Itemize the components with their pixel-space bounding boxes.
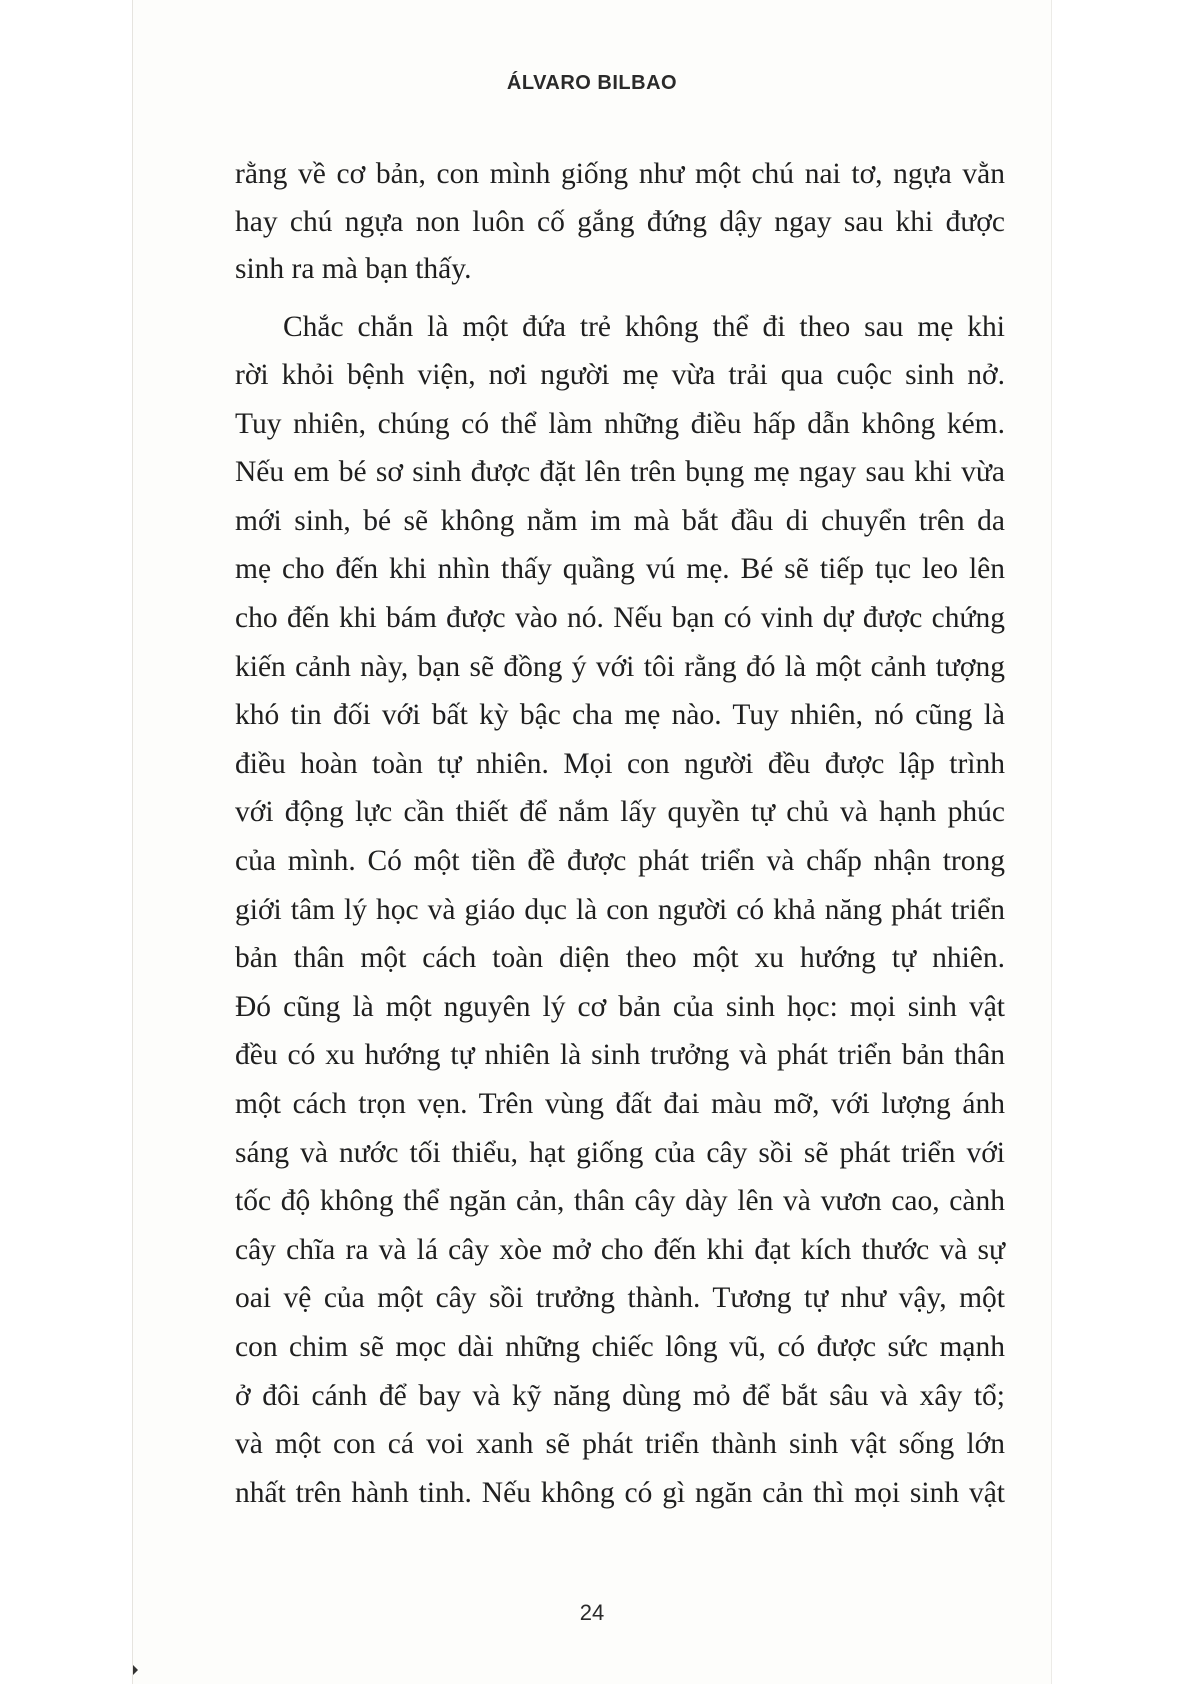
paragraph-2 <box>235 303 1005 1518</box>
text-line: oai vệ của một cây sồi trưởng thành. Tương tự như vậy, một <box>235 1282 1005 1315</box>
book-page <box>133 0 1051 1684</box>
body-text <box>235 151 1005 1517</box>
text-line: Chắc chắn là một đứa trẻ không thể đi theo sau mẹ khi <box>283 310 1005 343</box>
text-line: hay chú ngựa non luôn cố gắng đứng dậy ngay sau khi được <box>235 205 1005 238</box>
text-line: sáng và nước tối thiểu, hạt giống của cây sồi sẽ phát triển với <box>235 1136 1005 1169</box>
text-line: nhất trên hành tinh. Nếu không có gì ngăn cản thì mọi sinh vật <box>235 1476 1005 1509</box>
paragraph-1 <box>235 151 1005 294</box>
text-line: với động lực cần thiết để nắm lấy quyền tự chủ và hạnh phúc <box>235 796 1005 829</box>
text-line: bản thân một cách toàn diện theo một xu hướng tự nhiên. <box>235 942 1005 975</box>
text-line: điều hoàn toàn tự nhiên. Mọi con người đều được lập trình <box>235 747 1005 780</box>
text-line: đều có xu hướng tự nhiên là sinh trưởng và phát triển bản thân <box>235 1039 1005 1072</box>
text-line: ở đôi cánh để bay và kỹ năng dùng mỏ để bắt sâu và xây tổ; <box>235 1379 1005 1412</box>
text-line: giới tâm lý học và giáo dục là con người có khả năng phát triển <box>235 893 1005 926</box>
text-line: rằng về cơ bản, con mình giống như một chú nai tơ, ngựa vằn <box>235 158 1005 190</box>
page-number: 24 <box>579 1600 605 1625</box>
text-line: mẹ cho đến khi nhìn thấy quầng vú mẹ. Bé sẽ tiếp tục leo lên <box>235 553 1005 586</box>
text-line: cây chĩa ra và lá cây xòe mở cho đến khi đạt kích thước và sự <box>235 1233 1005 1266</box>
text-line: kiến cảnh này, bạn sẽ đồng ý với tôi rằng đó là một cảnh tượng <box>235 650 1005 683</box>
text-line: và một con cá voi xanh sẽ phát triển thành sinh vật sống lớn <box>235 1428 1005 1461</box>
crop-mark-icon <box>133 1665 138 1675</box>
running-header-author: ÁLVARO BILBAO <box>506 72 678 94</box>
text-line: rời khỏi bệnh viện, nơi người mẹ vừa trải qua cuộc sinh nở. <box>235 359 1005 392</box>
text-line: Nếu em bé sơ sinh được đặt lên trên bụng mẹ ngay sau khi vừa <box>235 456 1005 489</box>
text-line: Tuy nhiên, chúng có thể làm những điều hấp dẫn không kém. <box>235 407 1005 440</box>
text-line: tốc độ không thể ngăn cản, thân cây dày lên và vươn cao, cành <box>235 1185 1005 1218</box>
text-line: cho đến khi bám được vào nó. Nếu bạn có vinh dự được chứng <box>235 602 1005 635</box>
text-line: con chim sẽ mọc dài những chiếc lông vũ, có được sức mạnh <box>235 1330 1005 1363</box>
text-line: sinh ra mà bạn thấy. <box>235 253 472 285</box>
text-line: mới sinh, bé sẽ không nằm im mà bắt đầu di chuyển trên da <box>235 504 1005 537</box>
text-line: một cách trọn vẹn. Trên vùng đất đai màu mỡ, với lượng ánh <box>235 1088 1005 1120</box>
text-line: khó tin đối với bất kỳ bậc cha mẹ nào. Tuy nhiên, nó cũng là <box>235 699 1005 732</box>
text-line: của mình. Có một tiền đề được phát triển và chấp nhận trong <box>235 845 1005 878</box>
text-line: Đó cũng là một nguyên lý cơ bản của sinh học: mọi sinh vật <box>235 990 1005 1023</box>
